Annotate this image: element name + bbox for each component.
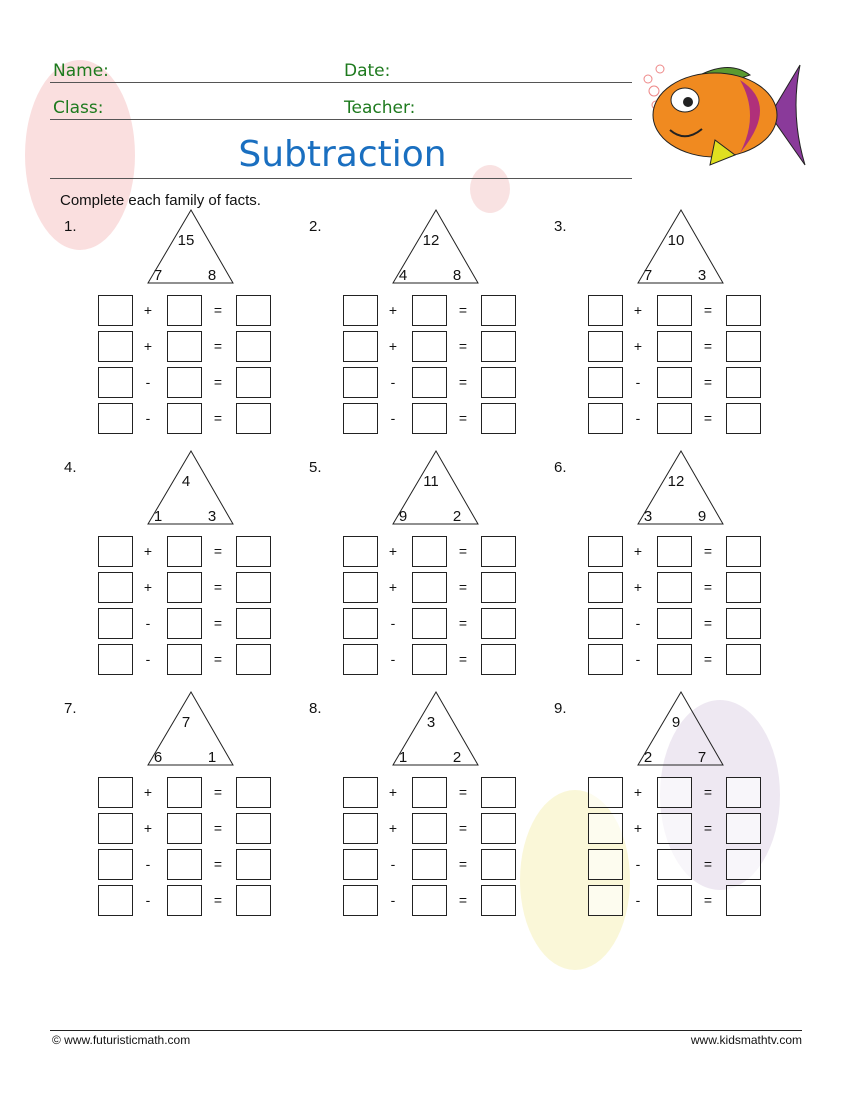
operator-sign: + — [388, 302, 398, 318]
answer-box[interactable] — [236, 367, 271, 398]
answer-box[interactable] — [588, 608, 623, 639]
answer-box[interactable] — [481, 403, 516, 434]
answer-box[interactable] — [481, 885, 516, 916]
problem-number: 6. — [554, 459, 567, 476]
answer-box[interactable] — [167, 331, 202, 362]
answer-box[interactable] — [481, 849, 516, 880]
triangle-top-number: 11 — [423, 473, 439, 490]
equals-sign: = — [703, 579, 713, 595]
footer-left: © www.futuristicmath.com — [52, 1033, 191, 1047]
equals-sign: = — [703, 856, 713, 872]
operator-sign: + — [143, 338, 153, 354]
answer-box[interactable] — [343, 403, 378, 434]
answer-box[interactable] — [726, 536, 761, 567]
operator-sign: + — [388, 579, 398, 595]
answer-box[interactable] — [167, 536, 202, 567]
answer-box[interactable] — [481, 536, 516, 567]
triangle-right-number: 7 — [697, 749, 707, 766]
operator-sign: + — [143, 784, 153, 800]
equals-sign: = — [458, 410, 468, 426]
answer-box[interactable] — [98, 885, 133, 916]
triangle-left-number: 6 — [153, 749, 163, 766]
equals-sign: = — [458, 651, 468, 667]
answer-box[interactable] — [167, 367, 202, 398]
answer-box[interactable] — [167, 295, 202, 326]
answer-box[interactable] — [588, 572, 623, 603]
equals-sign: = — [458, 784, 468, 800]
problem-number: 2. — [309, 218, 322, 235]
answer-box[interactable] — [236, 644, 271, 675]
instructions: Complete each family of facts. — [60, 192, 261, 209]
answer-box[interactable] — [98, 331, 133, 362]
answer-box[interactable] — [412, 885, 447, 916]
equals-sign: = — [703, 338, 713, 354]
answer-box[interactable] — [481, 331, 516, 362]
equals-sign: = — [213, 543, 223, 559]
answer-box[interactable] — [726, 572, 761, 603]
answer-box[interactable] — [726, 813, 761, 844]
fact-family-problem — [60, 218, 300, 448]
answer-box[interactable] — [588, 295, 623, 326]
operator-sign: - — [635, 651, 641, 667]
operator-sign: - — [635, 374, 641, 390]
answer-box[interactable] — [657, 403, 692, 434]
answer-box[interactable] — [657, 608, 692, 639]
answer-box[interactable] — [657, 777, 692, 808]
answer-box[interactable] — [98, 403, 133, 434]
answer-box[interactable] — [98, 536, 133, 567]
operator-sign: - — [635, 615, 641, 631]
triangle-top-number: 7 — [181, 714, 191, 731]
fish-illustration — [640, 55, 810, 175]
triangle-right-number: 3 — [207, 508, 217, 525]
operator-sign: - — [145, 892, 151, 908]
answer-box[interactable] — [98, 777, 133, 808]
answer-box[interactable] — [657, 295, 692, 326]
fact-family-problem — [550, 218, 790, 448]
answer-box[interactable] — [98, 644, 133, 675]
answer-box[interactable] — [481, 572, 516, 603]
answer-box[interactable] — [236, 813, 271, 844]
operator-sign: + — [388, 784, 398, 800]
operator-sign: + — [633, 579, 643, 595]
equals-sign: = — [458, 615, 468, 631]
operator-sign: + — [388, 543, 398, 559]
operator-sign: + — [388, 820, 398, 836]
answer-box[interactable] — [588, 403, 623, 434]
problem-number: 7. — [64, 700, 77, 717]
triangle-left-number: 7 — [643, 267, 653, 284]
operator-sign: - — [145, 410, 151, 426]
answer-box[interactable] — [167, 572, 202, 603]
operator-sign: - — [390, 892, 396, 908]
answer-box[interactable] — [412, 367, 447, 398]
triangle-right-number: 8 — [452, 267, 462, 284]
equals-sign: = — [703, 374, 713, 390]
triangle-left-number: 2 — [643, 749, 653, 766]
answer-box[interactable] — [412, 572, 447, 603]
answer-box[interactable] — [588, 644, 623, 675]
equals-sign: = — [703, 651, 713, 667]
answer-box[interactable] — [343, 608, 378, 639]
answer-box[interactable] — [657, 644, 692, 675]
answer-box[interactable] — [236, 403, 271, 434]
answer-box[interactable] — [657, 536, 692, 567]
equals-sign: = — [703, 820, 713, 836]
equals-sign: = — [213, 374, 223, 390]
answer-box[interactable] — [98, 295, 133, 326]
triangle-right-number: 8 — [207, 267, 217, 284]
operator-sign: - — [390, 410, 396, 426]
fact-family-problem — [60, 700, 300, 930]
triangle-top-number: 12 — [422, 232, 440, 249]
answer-box[interactable] — [588, 331, 623, 362]
class-label: Class: — [53, 98, 104, 118]
equals-sign: = — [213, 579, 223, 595]
triangle-top-number: 12 — [667, 473, 685, 490]
answer-box[interactable] — [657, 813, 692, 844]
answer-box[interactable] — [343, 777, 378, 808]
operator-sign: - — [145, 615, 151, 631]
answer-box[interactable] — [167, 813, 202, 844]
answer-box[interactable] — [343, 885, 378, 916]
operator-sign: + — [633, 338, 643, 354]
equals-sign: = — [703, 615, 713, 631]
problem-number: 8. — [309, 700, 322, 717]
operator-sign: - — [635, 410, 641, 426]
operator-sign: - — [635, 892, 641, 908]
triangle-top-number: 15 — [177, 232, 195, 249]
answer-box[interactable] — [588, 367, 623, 398]
equals-sign: = — [213, 820, 223, 836]
answer-box[interactable] — [98, 367, 133, 398]
problem-number: 3. — [554, 218, 567, 235]
answer-box[interactable] — [726, 777, 761, 808]
answer-box[interactable] — [98, 813, 133, 844]
problem-number: 5. — [309, 459, 322, 476]
equals-sign: = — [703, 784, 713, 800]
answer-box[interactable] — [657, 367, 692, 398]
operator-sign: + — [143, 302, 153, 318]
answer-box[interactable] — [726, 608, 761, 639]
answer-box[interactable] — [412, 813, 447, 844]
footer-line — [50, 1030, 802, 1031]
triangle-right-number: 1 — [207, 749, 217, 766]
answer-box[interactable] — [412, 403, 447, 434]
answer-box[interactable] — [412, 849, 447, 880]
page-title: Subtraction — [238, 134, 447, 175]
triangle-right-number: 2 — [452, 508, 462, 525]
answer-box[interactable] — [481, 813, 516, 844]
title-underline — [50, 178, 632, 179]
operator-sign: + — [633, 302, 643, 318]
answer-box[interactable] — [98, 849, 133, 880]
answer-box[interactable] — [167, 885, 202, 916]
answer-box[interactable] — [481, 295, 516, 326]
answer-box[interactable] — [167, 608, 202, 639]
answer-box[interactable] — [236, 295, 271, 326]
answer-box[interactable] — [588, 777, 623, 808]
answer-box[interactable] — [343, 331, 378, 362]
problem-number: 1. — [64, 218, 77, 235]
triangle-left-number: 1 — [398, 749, 408, 766]
equals-sign: = — [213, 856, 223, 872]
fact-family-problem — [305, 459, 545, 689]
answer-box[interactable] — [167, 849, 202, 880]
equals-sign: = — [703, 410, 713, 426]
operator-sign: - — [145, 651, 151, 667]
answer-box[interactable] — [726, 849, 761, 880]
triangle-top-number: 10 — [667, 232, 685, 249]
answer-box[interactable] — [412, 644, 447, 675]
triangle-right-number: 9 — [697, 508, 707, 525]
answer-box[interactable] — [588, 885, 623, 916]
answer-box[interactable] — [236, 849, 271, 880]
equals-sign: = — [213, 892, 223, 908]
fact-family-problem — [305, 700, 545, 930]
triangle-top-number: 3 — [426, 714, 436, 731]
answer-box[interactable] — [726, 403, 761, 434]
triangle-left-number: 1 — [153, 508, 163, 525]
answer-box[interactable] — [343, 367, 378, 398]
equals-sign: = — [213, 784, 223, 800]
operator-sign: - — [390, 374, 396, 390]
answer-box[interactable] — [588, 536, 623, 567]
answer-box[interactable] — [588, 813, 623, 844]
answer-box[interactable] — [481, 777, 516, 808]
equals-sign: = — [703, 302, 713, 318]
answer-box[interactable] — [657, 849, 692, 880]
answer-box[interactable] — [167, 403, 202, 434]
answer-box[interactable] — [726, 295, 761, 326]
answer-box[interactable] — [343, 536, 378, 567]
equals-sign: = — [458, 302, 468, 318]
operator-sign: - — [145, 374, 151, 390]
answer-box[interactable] — [481, 367, 516, 398]
fact-family-problem — [60, 459, 300, 689]
fact-family-problem — [550, 700, 790, 930]
triangle-left-number: 4 — [398, 267, 408, 284]
triangle-top-number: 4 — [181, 473, 191, 490]
operator-sign: + — [143, 820, 153, 836]
name-label: Name: — [53, 61, 109, 81]
equals-sign: = — [213, 651, 223, 667]
answer-box[interactable] — [236, 608, 271, 639]
answer-box[interactable] — [726, 331, 761, 362]
answer-box[interactable] — [236, 331, 271, 362]
answer-box[interactable] — [236, 777, 271, 808]
equals-sign: = — [458, 543, 468, 559]
answer-box[interactable] — [657, 572, 692, 603]
triangle-right-number: 3 — [697, 267, 707, 284]
equals-sign: = — [213, 302, 223, 318]
answer-box[interactable] — [343, 849, 378, 880]
answer-box[interactable] — [657, 331, 692, 362]
operator-sign: + — [633, 820, 643, 836]
answer-box[interactable] — [343, 644, 378, 675]
operator-sign: - — [390, 615, 396, 631]
answer-box[interactable] — [98, 572, 133, 603]
footer-right: www.kidsmathtv.com — [690, 1033, 802, 1047]
fact-family-problem — [550, 459, 790, 689]
answer-box[interactable] — [236, 885, 271, 916]
answer-box[interactable] — [412, 608, 447, 639]
operator-sign: - — [390, 856, 396, 872]
answer-box[interactable] — [726, 644, 761, 675]
equals-sign: = — [458, 338, 468, 354]
equals-sign: = — [703, 892, 713, 908]
answer-box[interactable] — [726, 885, 761, 916]
triangle-left-number: 7 — [153, 267, 163, 284]
triangle-right-number: 2 — [452, 749, 462, 766]
answer-box[interactable] — [481, 608, 516, 639]
equals-sign: = — [213, 410, 223, 426]
equals-sign: = — [213, 338, 223, 354]
operator-sign: - — [635, 856, 641, 872]
answer-box[interactable] — [657, 885, 692, 916]
operator-sign: + — [143, 543, 153, 559]
teacher-label: Teacher: — [344, 98, 416, 118]
answer-box[interactable] — [167, 644, 202, 675]
equals-sign: = — [458, 374, 468, 390]
answer-box[interactable] — [167, 777, 202, 808]
operator-sign: + — [143, 579, 153, 595]
triangle-left-number: 9 — [398, 508, 408, 525]
answer-box[interactable] — [588, 849, 623, 880]
answer-box[interactable] — [343, 813, 378, 844]
operator-sign: - — [390, 651, 396, 667]
triangle-top-number: 9 — [671, 714, 681, 731]
fact-family-problem — [305, 218, 545, 448]
equals-sign: = — [458, 579, 468, 595]
answer-box[interactable] — [412, 777, 447, 808]
class-teacher-line — [50, 119, 632, 120]
operator-sign: - — [145, 856, 151, 872]
equals-sign: = — [703, 543, 713, 559]
answer-box[interactable] — [726, 367, 761, 398]
problem-number: 9. — [554, 700, 567, 717]
name-date-line — [50, 82, 632, 83]
equals-sign: = — [458, 892, 468, 908]
answer-box[interactable] — [236, 572, 271, 603]
equals-sign: = — [458, 820, 468, 836]
problem-number: 4. — [64, 459, 77, 476]
answer-box[interactable] — [412, 536, 447, 567]
operator-sign: + — [633, 784, 643, 800]
answer-box[interactable] — [343, 572, 378, 603]
answer-box[interactable] — [343, 295, 378, 326]
answer-box[interactable] — [412, 331, 447, 362]
equals-sign: = — [458, 856, 468, 872]
answer-box[interactable] — [481, 644, 516, 675]
answer-box[interactable] — [236, 536, 271, 567]
answer-box[interactable] — [412, 295, 447, 326]
operator-sign: + — [633, 543, 643, 559]
triangle-left-number: 3 — [643, 508, 653, 525]
date-label: Date: — [344, 61, 391, 81]
equals-sign: = — [213, 615, 223, 631]
answer-box[interactable] — [98, 608, 133, 639]
operator-sign: + — [388, 338, 398, 354]
